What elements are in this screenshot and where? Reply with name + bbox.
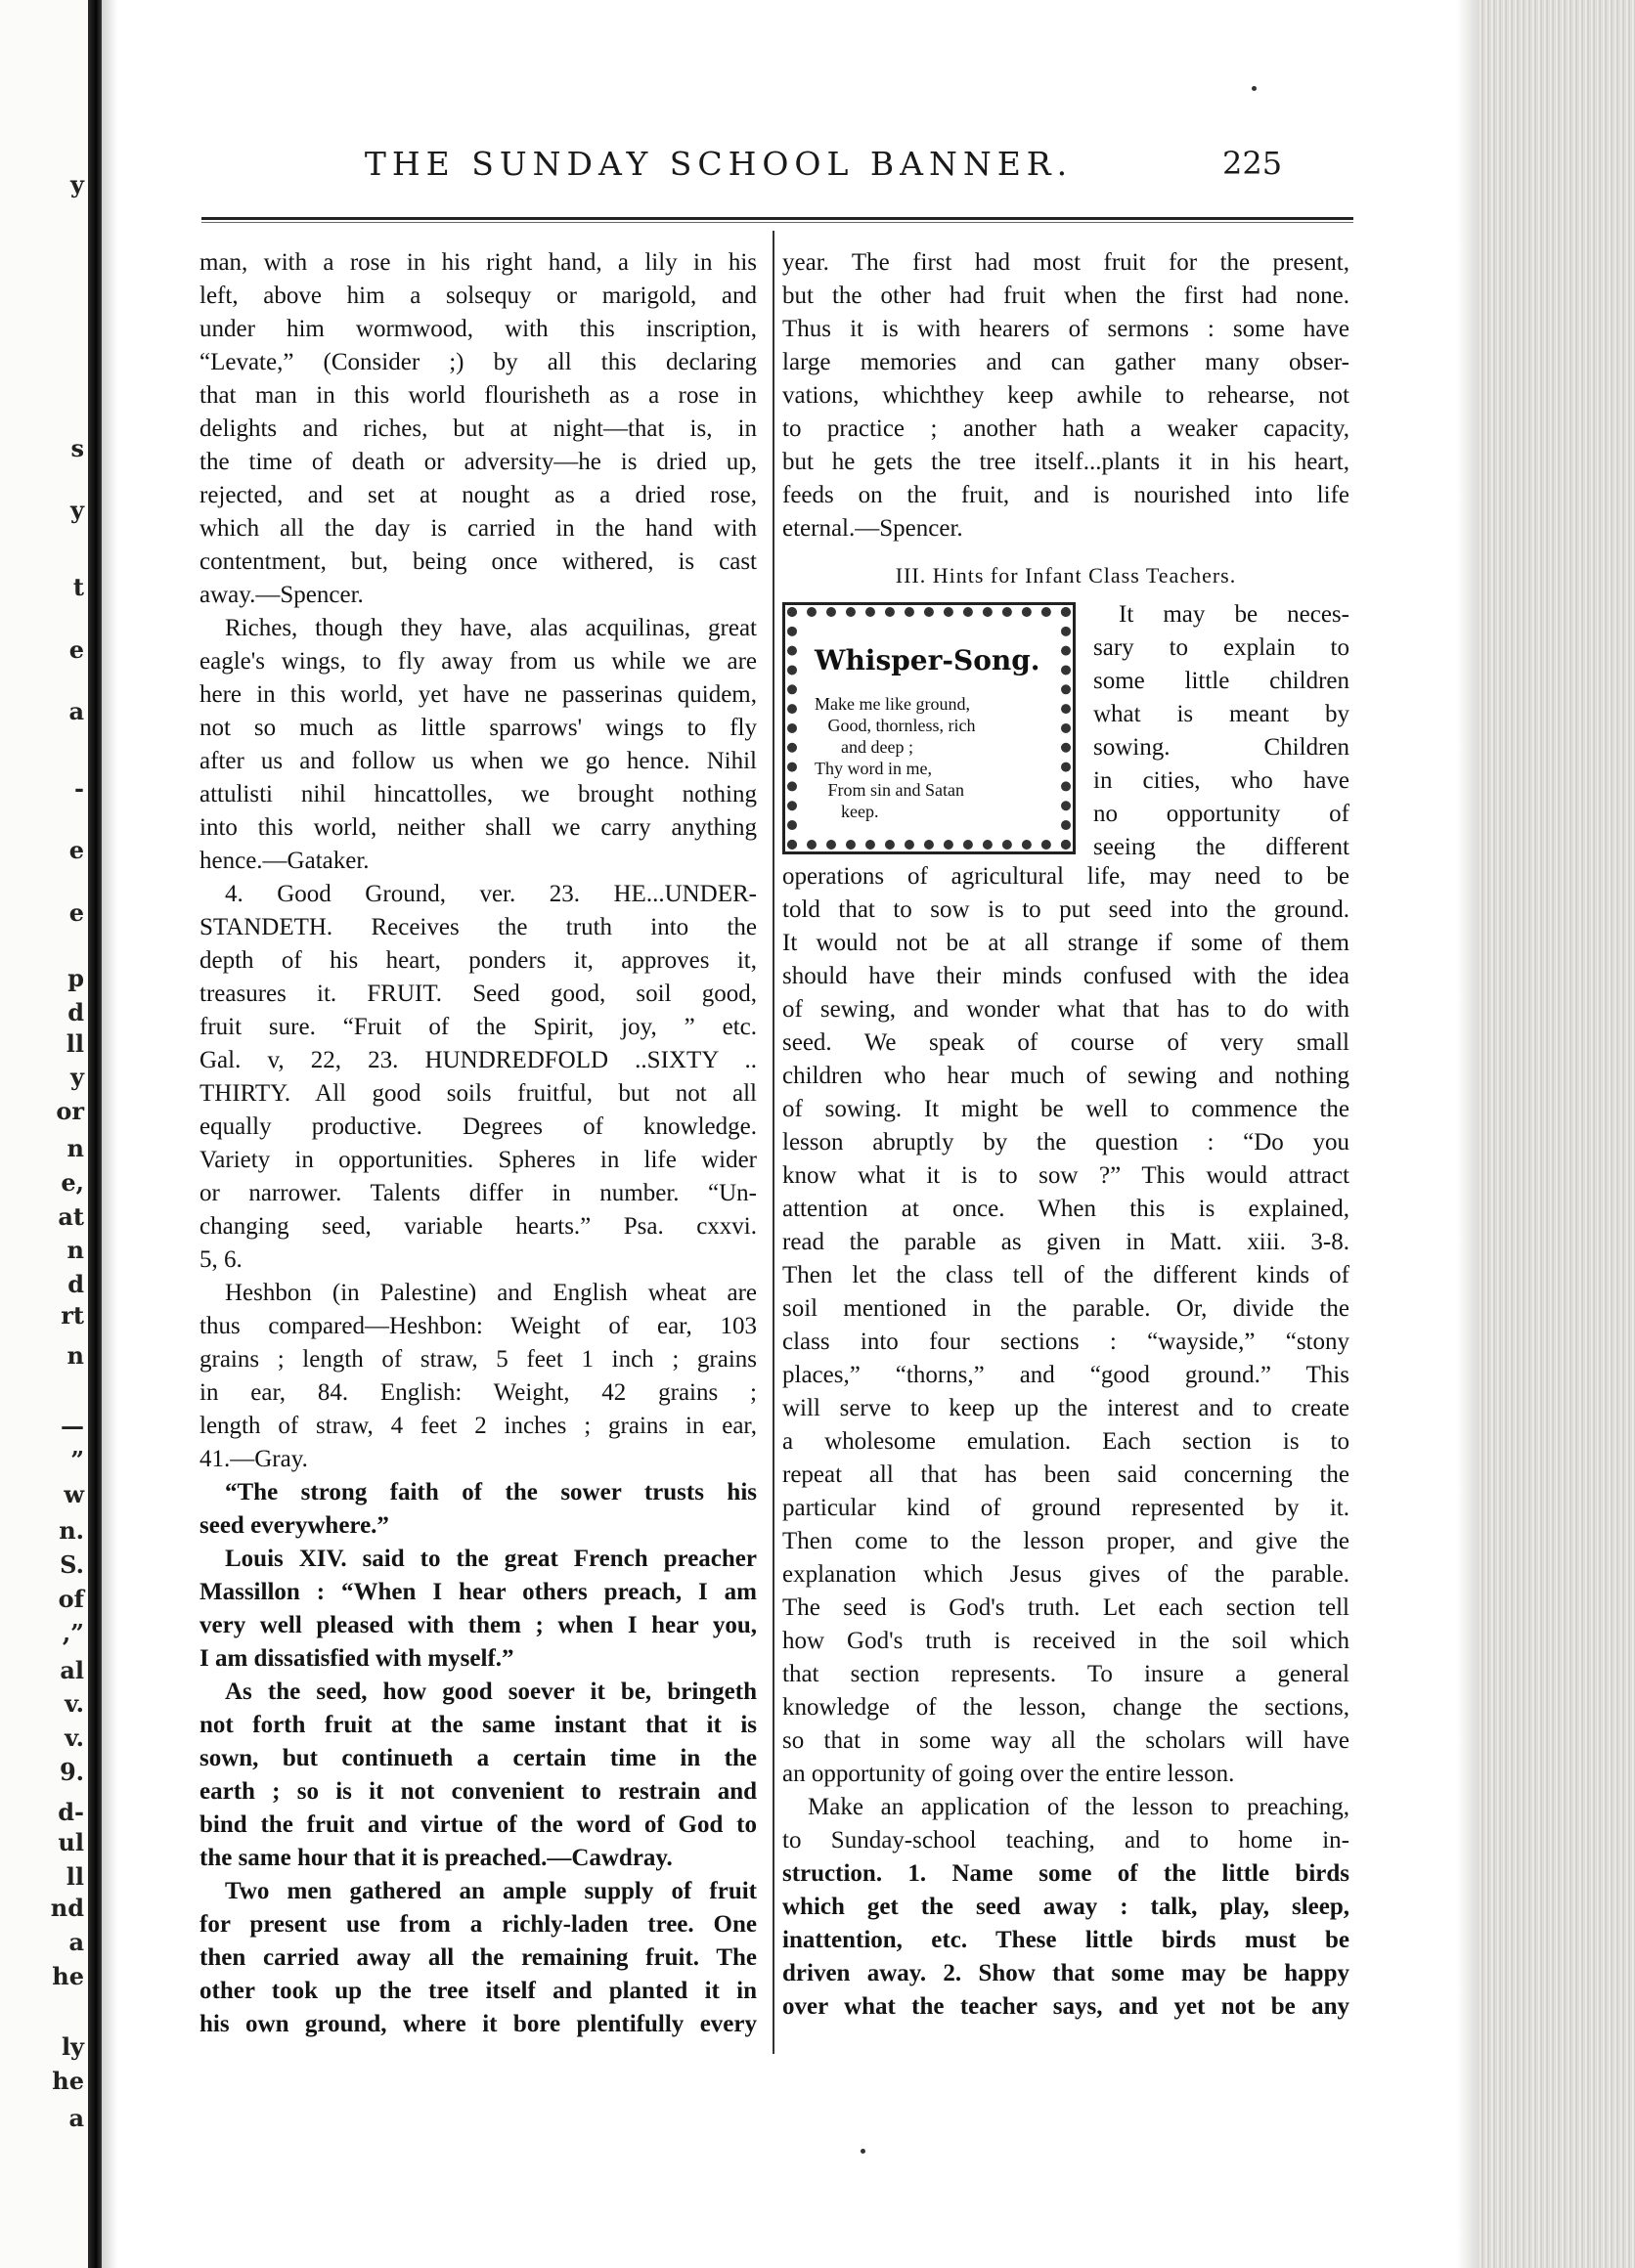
text-line: man, with a rose in his right hand, a lily in his xyxy=(199,249,757,276)
text-line: very well pleased with them ; when I hear you, xyxy=(199,1612,757,1638)
text-line: lesson abruptly by the question : “Do you xyxy=(782,1129,1349,1156)
whisper-song-row xyxy=(782,598,1349,860)
text-line: treasures it. FRUIT. Seed good, soil good, xyxy=(199,981,757,1007)
text-line: knowledge of the lesson, change the sections, xyxy=(782,1694,1349,1721)
facing-page-fragment: e xyxy=(68,634,84,664)
text-line: “Levate,” (Consider ;) by all this declaring xyxy=(199,349,757,375)
text-line: in ear, 84. English: Weight, 42 grains ; xyxy=(199,1379,757,1406)
text-line: Heshbon (in Palestine) and English wheat are xyxy=(225,1280,757,1306)
text-line: large memories and can gather many obser- xyxy=(782,349,1349,375)
text-line: attulisti nihil hincattolles, we brought nothing xyxy=(199,781,757,807)
text-line: so that in some way all the scholars will have xyxy=(782,1727,1349,1754)
facing-page-fragment: a xyxy=(68,697,84,726)
facing-page-fragment: ll xyxy=(66,1028,84,1058)
facing-page-fragment: ll xyxy=(66,1862,84,1892)
text-line: Make an application of the lesson to preaching, xyxy=(808,1794,1349,1820)
facing-page-fragment: a xyxy=(68,1927,84,1956)
text-line: which all the day is carried in the hand with xyxy=(199,515,757,542)
text-line: in cities, who have xyxy=(1093,767,1349,794)
facing-page-fragment: 9. xyxy=(59,1757,84,1786)
facing-page-fragment: t xyxy=(72,572,84,601)
facing-page-fragment: rt xyxy=(61,1301,84,1330)
text-line: earth ; so is it not convenient to restrain and xyxy=(199,1778,757,1805)
box-side-text xyxy=(1093,598,1349,864)
text-line: of sowing. It might be well to commence the xyxy=(782,1096,1349,1122)
text-line: Gal. v, 22, 23. HUNDREDFOLD ..SIXTY .. xyxy=(199,1047,757,1073)
text-line: Louis XIV. said to the great French preacher xyxy=(225,1546,757,1572)
text-line: know what it is to sow ?” This would attract xyxy=(782,1162,1349,1189)
whisper-song-title: Whisper-Song. xyxy=(815,644,1040,676)
column-divider xyxy=(773,231,774,2054)
book-gutter xyxy=(88,0,102,2268)
text-line: seed. We speak of course of very small xyxy=(782,1029,1349,1056)
facing-page-fragment: al xyxy=(60,1655,84,1684)
facing-page-fragment: w xyxy=(64,1479,84,1508)
facing-page-fragment: s xyxy=(70,433,84,462)
text-line: Two men gathered an ample supply of fruit xyxy=(225,1878,757,1904)
page-stack-shadow xyxy=(1457,0,1480,2268)
text-line: his own ground, where it bore plentifully every xyxy=(199,2011,757,2037)
text-line: but he gets the tree itself...plants it in his heart, xyxy=(782,449,1349,475)
text-line: THIRTY. All good soils fruitful, but not all xyxy=(199,1080,757,1107)
text-line: The seed is God's truth. Let each section tell xyxy=(782,1594,1349,1621)
text-line: left, above him a solsequy or marigold, and xyxy=(199,283,757,309)
facing-page-fragment: d xyxy=(67,997,84,1026)
facing-page-fragment: e xyxy=(68,898,84,928)
print-speck xyxy=(861,2149,865,2154)
text-line: or narrower. Talents differ in number. “Un- xyxy=(199,1180,757,1206)
text-line: will serve to keep up the interest and to create xyxy=(782,1395,1349,1421)
facing-page-fragment: ly xyxy=(61,2032,84,2062)
text-line: eagle's wings, to fly away from us while we are xyxy=(199,648,757,675)
facing-page-fragment: he xyxy=(52,2067,84,2095)
text-line: STANDETH. Receives the truth into the xyxy=(199,914,757,940)
facing-page-fragment: ul xyxy=(58,1828,84,1857)
facing-page-fragment: at xyxy=(58,1201,84,1231)
facing-page-fragment: nd xyxy=(50,1894,84,1923)
facing-page-fragment: e, xyxy=(61,1167,84,1197)
text-line: to Sunday-school teaching, and to home in- xyxy=(782,1827,1349,1854)
text-line: not so much as little sparrows' wings to fly xyxy=(199,715,757,741)
facing-page-fragment: e xyxy=(68,836,84,865)
text-line: into this world, neither shall we carry anything xyxy=(199,814,757,841)
facing-page-fragment: S. xyxy=(60,1550,84,1580)
page-stack-edge xyxy=(1479,0,1635,2268)
text-line: equally productive. Degrees of knowledge. xyxy=(199,1113,757,1140)
text-line: should have their minds confused with the idea xyxy=(782,963,1349,989)
text-line: class into four sections : “wayside,” “stony xyxy=(782,1329,1349,1355)
text-line: away.—Spencer. xyxy=(199,582,364,608)
facing-page-fragment: ,” xyxy=(62,1618,84,1647)
page-number: 225 xyxy=(1222,145,1283,182)
text-line: a wholesome emulation. Each section is to xyxy=(782,1428,1349,1455)
text-line: 4. Good Ground, ver. 23. HE...UNDER- xyxy=(225,881,757,907)
text-line: sary to explain to xyxy=(1093,634,1349,661)
whisper-song-verse: Make me like ground, Good, thornless, rich and deep ; Thy word in me, From sin and Satan keep. xyxy=(815,694,976,821)
text-line: after us and follow us when we go hence. Nihil xyxy=(199,748,757,774)
text-line: Riches, though they have, alas acquilinas, great xyxy=(225,615,757,641)
text-line: but the other had fruit when the first had none. xyxy=(782,283,1349,309)
text-line: feeds on the fruit, and is nourished into life xyxy=(782,482,1349,508)
text-line: particular kind of ground represented by it. xyxy=(782,1495,1349,1521)
text-line: Thus it is with hearers of sermons : some have xyxy=(782,316,1349,342)
facing-page-fragment: n xyxy=(66,1236,84,1265)
facing-page-fragment: - xyxy=(74,773,84,803)
print-speck xyxy=(1252,86,1257,91)
right-column xyxy=(782,246,1349,2024)
text-line: explanation which Jesus gives of the parable. xyxy=(782,1561,1349,1588)
text-line: that man in this world flourisheth as a rose in xyxy=(199,382,757,409)
text-line: operations of agricultural life, may need to be xyxy=(782,863,1349,890)
text-line: children who hear much of sewing and nothing xyxy=(782,1063,1349,1089)
text-line: not forth fruit at the same instant that it is xyxy=(199,1712,757,1738)
text-line: no opportunity of xyxy=(1093,801,1349,827)
header-rule xyxy=(201,217,1353,223)
text-line: inattention, etc. These little birds must be xyxy=(782,1927,1349,1953)
text-line: sown, but continueth a certain time in the xyxy=(199,1745,757,1771)
text-line: thus compared—Heshbon: Weight of ear, 103 xyxy=(199,1313,757,1339)
facing-page-fragment: d- xyxy=(58,1797,84,1826)
facing-page-fragment: — xyxy=(61,1412,84,1441)
text-line: of sewing, and wonder what that has to do with xyxy=(782,996,1349,1023)
facing-page-fragment: n xyxy=(66,1340,84,1370)
text-line: It may be neces- xyxy=(1119,601,1349,628)
facing-page-fragment: y xyxy=(70,169,84,198)
facing-page-fragment: of xyxy=(58,1585,84,1613)
text-line: struction. 1. Name some of the little birds xyxy=(782,1860,1349,1887)
text-line: an opportunity of going over the entire lesson. xyxy=(782,1761,1235,1787)
facing-page-fragment: n xyxy=(66,1133,84,1162)
text-line: here in this world, yet have ne passerinas quidem, xyxy=(199,681,757,708)
text-line: driven away. 2. Show that some may be happy xyxy=(782,1960,1349,1986)
text-line: other took up the tree itself and planted it in xyxy=(199,1978,757,2004)
text-line: for present use from a richly-laden tree. One xyxy=(199,1911,757,1938)
text-line: seeing the different xyxy=(1093,834,1349,860)
text-line: sowing. Children xyxy=(1093,734,1349,761)
facing-page-fragment: y xyxy=(70,496,84,525)
section-heading: III. Hints for Infant Class Teachers. xyxy=(895,563,1237,588)
text-line: under him wormwood, with this inscription, xyxy=(199,316,757,342)
text-line: As the seed, how good soever it be, bringeth xyxy=(225,1679,757,1705)
text-line: Then let the class tell of the different kinds of xyxy=(782,1262,1349,1288)
facing-page-fragment: v. xyxy=(65,1689,84,1719)
text-line: that section represents. To insure a general xyxy=(782,1661,1349,1687)
text-line: length of straw, 4 feet 2 inches ; grains in ear, xyxy=(199,1413,757,1439)
facing-page-fragment: y xyxy=(70,1063,84,1092)
text-line: It would not be at all strange if some of them xyxy=(782,930,1349,956)
text-line: contentment, but, being once withered, is cast xyxy=(199,548,757,575)
text-line: 41.—Gray. xyxy=(199,1446,308,1472)
left-column xyxy=(199,246,757,2041)
text-line: to practice ; another hath a weaker capacity, xyxy=(782,415,1349,442)
facing-page-fragment: d xyxy=(67,1270,84,1299)
text-line: bind the fruit and virtue of the word of God to xyxy=(199,1811,757,1838)
text-line: some little children xyxy=(1093,668,1349,694)
text-line: changing seed, variable hearts.” Psa. cxxvi. xyxy=(199,1213,757,1240)
facing-page-fragment: he xyxy=(52,1961,84,1990)
text-line: told that to sow is to put seed into the ground. xyxy=(782,896,1349,923)
text-line: fruit sure. “Fruit of the Spirit, joy, ” etc. xyxy=(199,1014,757,1040)
text-line: eternal.—Spencer. xyxy=(782,515,963,542)
text-line: grains ; length of straw, 5 feet 1 inch ; grains xyxy=(199,1346,757,1373)
facing-page-fragment: or xyxy=(56,1097,84,1126)
text-line: seed everywhere.” xyxy=(199,1512,389,1539)
text-line: Massillon : “When I hear others preach, I am xyxy=(199,1579,757,1605)
running-header-title: THE SUNDAY SCHOOL BANNER. xyxy=(364,145,1074,183)
gutter-shadow xyxy=(102,0,117,2268)
text-line: what is meant by xyxy=(1093,701,1349,727)
right-column-top-text xyxy=(782,246,1349,545)
text-line: Then come to the lesson proper, and give the xyxy=(782,1528,1349,1554)
text-line: over what the teacher says, and yet not be any xyxy=(782,1993,1349,2020)
facing-page-fragment: a xyxy=(68,2103,84,2132)
text-line: places,” “thorns,” and “good ground.” This xyxy=(782,1362,1349,1388)
text-line: hence.—Gataker. xyxy=(199,848,370,874)
whisper-song-box xyxy=(782,602,1076,854)
text-line: delights and riches, but at night—that is, in xyxy=(199,415,757,442)
facing-page-edge xyxy=(0,0,90,2268)
text-line: Variety in opportunities. Spheres in life wider xyxy=(199,1147,757,1173)
text-line: read the parable as given in Matt. xiii. 3-8. xyxy=(782,1229,1349,1255)
text-line: soil mentioned in the parable. Or, divide the xyxy=(782,1295,1349,1322)
text-line: “The strong faith of the sower trusts his xyxy=(225,1479,757,1505)
text-line: depth of his heart, ponders it, approves it, xyxy=(199,947,757,974)
facing-page-fragment: p xyxy=(67,963,84,992)
text-line: 5, 6. xyxy=(199,1246,243,1273)
facing-page-fragment: n. xyxy=(59,1516,84,1546)
text-line: the time of death or adversity—he is dried up, xyxy=(199,449,757,475)
right-column-body-text xyxy=(782,860,1349,2024)
facing-page-fragment: v. xyxy=(65,1723,84,1753)
text-line: rejected, and set at nought as a dried rose, xyxy=(199,482,757,508)
text-line: how God's truth is received in the soil which xyxy=(782,1628,1349,1654)
facing-page-fragment: ” xyxy=(70,1445,84,1474)
text-line: which get the seed away : talk, play, sleep, xyxy=(782,1894,1349,1920)
text-line: year. The first had most fruit for the present, xyxy=(782,249,1349,276)
text-line: the same hour that it is preached.—Cawdray. xyxy=(199,1845,673,1871)
text-line: repeat all that has been said concerning the xyxy=(782,1461,1349,1488)
text-line: then carried away all the remaining fruit. The xyxy=(199,1944,757,1971)
text-line: I am dissatisfied with myself.” xyxy=(199,1645,514,1672)
text-line: vations, whichthey keep awhile to rehearse, not xyxy=(782,382,1349,409)
text-line: attention at once. When this is explained, xyxy=(782,1196,1349,1222)
